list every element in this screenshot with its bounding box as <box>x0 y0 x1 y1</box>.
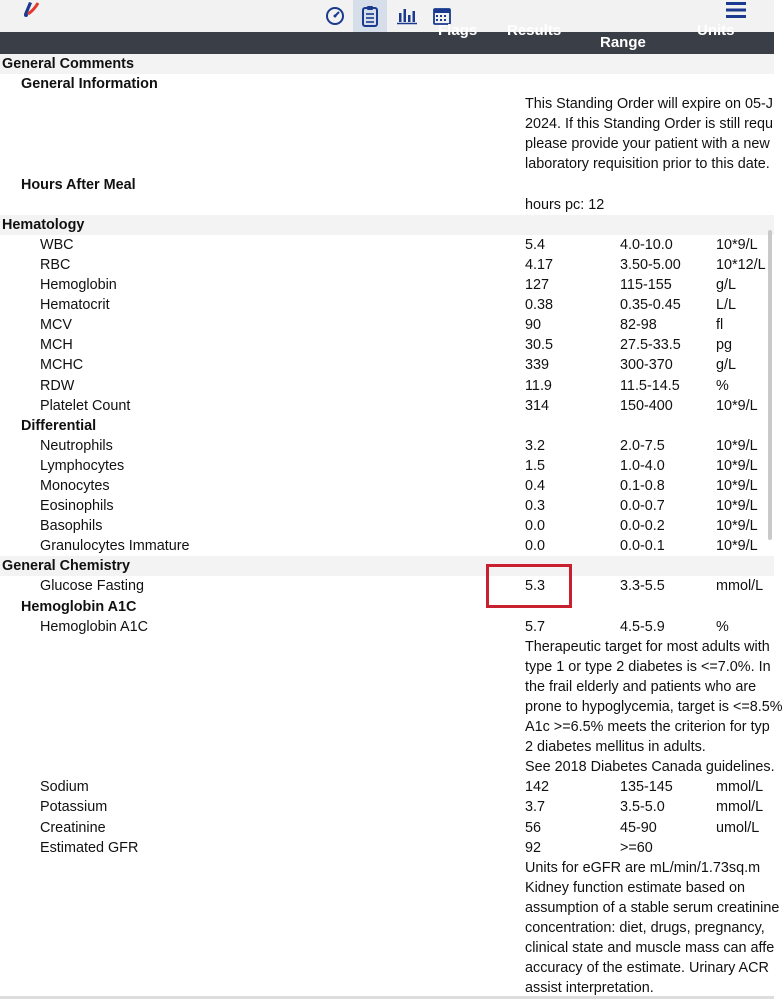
test-name: Hemoglobin A1C <box>40 618 148 635</box>
result-note: type 1 or type 2 diabetes is <=7.0%. In <box>525 658 771 675</box>
test-name: Neutrophils <box>40 437 113 454</box>
table-row <box>0 436 774 456</box>
result-value: 127 <box>525 277 550 294</box>
result-value: 11.9 <box>525 377 552 394</box>
table-row <box>0 496 774 516</box>
result-note: 2 diabetes mellitus in adults. <box>525 739 706 756</box>
bottom-divider <box>0 996 774 999</box>
result-units: mmol/L <box>716 779 764 796</box>
result-note: This Standing Order will expire on 05-J <box>525 96 773 113</box>
result-value: 339 <box>525 357 550 374</box>
note-row <box>0 114 774 134</box>
reference-range: 0.0-0.7 <box>620 498 665 515</box>
table-row <box>0 295 774 315</box>
test-name: Hours After Meal <box>21 176 136 193</box>
result-value: 0.0 <box>525 538 546 555</box>
table-row <box>0 255 774 275</box>
header-flags: Flags <box>438 22 478 39</box>
result-note: assumption of a stable serum creatinine <box>525 899 780 916</box>
result-value: 90 <box>525 317 542 334</box>
subsection-row <box>0 74 774 94</box>
reference-range: 0.0-0.1 <box>620 538 665 555</box>
result-units: pg <box>716 337 733 354</box>
result-value: 142 <box>525 779 550 796</box>
reference-range: >=60 <box>620 839 653 856</box>
result-value: 1.5 <box>525 457 546 474</box>
test-name: Platelet Count <box>40 397 131 414</box>
result-note: Kidney function estimate based on <box>525 879 745 896</box>
result-value: 4.17 <box>525 256 554 273</box>
reference-range: 3.3-5.5 <box>620 578 665 595</box>
result-note: assist interpretation. <box>525 980 654 997</box>
section-row <box>0 54 774 74</box>
note-row <box>0 717 774 737</box>
table-row <box>0 355 774 375</box>
result-value: 5.3 <box>525 578 546 595</box>
test-name: Estimated GFR <box>40 839 139 856</box>
test-name: Hematology <box>2 216 85 233</box>
test-name: Sodium <box>40 779 89 796</box>
table-row <box>0 396 774 416</box>
result-units: 10*12/L <box>716 256 766 273</box>
section-row <box>0 215 774 235</box>
result-units: 10*9/L <box>716 397 758 414</box>
result-units: mmol/L <box>716 799 764 816</box>
result-units: 10*9/L <box>716 236 758 253</box>
note-row <box>0 878 774 898</box>
note-row <box>0 757 774 777</box>
table-row <box>0 617 774 637</box>
table-row <box>0 838 774 858</box>
test-name: WBC <box>40 236 74 253</box>
note-row <box>0 677 774 697</box>
note-row <box>0 134 774 154</box>
scrollbar[interactable] <box>768 230 772 540</box>
result-value: 3.2 <box>525 437 546 454</box>
table-row <box>0 376 774 396</box>
test-name: General Chemistry <box>2 558 130 575</box>
result-value: 56 <box>525 819 542 836</box>
result-units: umol/L <box>716 819 760 836</box>
test-name: Glucose Fasting <box>40 578 144 595</box>
results-table-header <box>0 22 774 54</box>
note-row <box>0 154 774 174</box>
test-name: RBC <box>40 256 71 273</box>
bar-chart-icon[interactable] <box>392 0 422 32</box>
result-units: % <box>716 618 729 635</box>
result-note: please provide your patient with a new <box>525 136 770 153</box>
reference-range: 4.5-5.9 <box>620 618 665 635</box>
result-units: % <box>716 377 729 394</box>
test-name: General Comments <box>2 56 134 72</box>
result-note: See 2018 Diabetes Canada guidelines. <box>525 759 775 776</box>
result-units: 10*9/L <box>716 457 758 474</box>
table-row <box>0 476 774 496</box>
result-note: laboratory requisition prior to this date. <box>525 156 770 173</box>
result-note: A1c >=6.5% meets the criterion for typ <box>525 719 770 736</box>
reference-range: 300-370 <box>620 357 673 374</box>
reference-range: 0.1-0.8 <box>620 477 665 494</box>
reference-range: 3.5-5.0 <box>620 799 665 816</box>
table-row <box>0 576 774 596</box>
result-value: 0.38 <box>525 297 554 314</box>
hamburger-menu-icon[interactable] <box>724 0 752 22</box>
test-name: MCH <box>40 337 73 354</box>
reference-range: 45-90 <box>620 819 657 836</box>
result-note: the frail elderly and patients who are <box>525 678 757 695</box>
result-note: prone to hypoglycemia, target is <=8.5% <box>525 699 783 715</box>
reference-range: 3.50-5.00 <box>620 256 681 273</box>
section-row <box>0 556 774 576</box>
result-note: Units for eGFR are mL/min/1.73sq.m <box>525 859 761 876</box>
result-value: 5.4 <box>525 236 546 253</box>
result-note: accuracy of the estimate. Urinary ACR <box>525 960 769 977</box>
test-name: Granulocytes Immature <box>40 538 190 555</box>
note-row <box>0 637 774 657</box>
reference-range: 135-145 <box>620 779 673 796</box>
note-row <box>0 958 774 978</box>
reference-range: 2.0-7.5 <box>620 437 665 454</box>
subsection-row <box>0 175 774 195</box>
result-value: 0.4 <box>525 477 546 494</box>
result-units: 10*9/L <box>716 477 758 494</box>
note-row <box>0 737 774 757</box>
test-name: General Information <box>21 76 158 93</box>
table-row <box>0 777 774 797</box>
result-note: hours pc: 12 <box>525 196 605 213</box>
clipboard-icon[interactable] <box>353 0 387 32</box>
table-row <box>0 275 774 295</box>
header-range: Range <box>600 34 646 51</box>
test-name: Eosinophils <box>40 498 114 515</box>
result-value: 314 <box>525 397 550 414</box>
result-units: 10*9/L <box>716 437 758 454</box>
reference-range: 11.5-14.5 <box>620 377 680 394</box>
result-value: 0.3 <box>525 498 546 515</box>
test-name: RDW <box>40 377 75 394</box>
results-table-body <box>0 54 783 998</box>
subsection-row <box>0 597 774 617</box>
test-name: MCV <box>40 317 72 334</box>
result-units: 10*9/L <box>716 518 758 535</box>
result-units: 10*9/L <box>716 538 758 555</box>
test-name: Hemoglobin A1C <box>21 598 137 615</box>
note-row <box>0 898 780 918</box>
test-name: Hemoglobin <box>40 277 117 294</box>
table-row <box>0 335 774 355</box>
reference-range: 4.0-10.0 <box>620 236 673 253</box>
test-name: Monocytes <box>40 477 110 494</box>
reference-range: 0.35-0.45 <box>620 297 681 314</box>
result-value: 30.5 <box>525 337 554 354</box>
result-note: concentration: diet, drugs, pregnancy, <box>525 920 765 937</box>
header-units: Units <box>697 22 735 39</box>
result-units: fl <box>716 317 724 334</box>
test-name: Potassium <box>40 799 108 816</box>
table-row <box>0 536 774 556</box>
reference-range: 115-155 <box>620 277 672 294</box>
note-row <box>0 94 774 114</box>
result-note: Therapeutic target for most adults with <box>525 638 770 655</box>
test-name: Creatinine <box>40 819 106 836</box>
dashboard-icon[interactable] <box>320 0 350 32</box>
reference-range: 27.5-33.5 <box>620 337 681 354</box>
result-value: 92 <box>525 839 542 856</box>
note-row <box>0 918 774 938</box>
note-row <box>0 938 774 958</box>
result-units: mmol/L <box>716 578 764 595</box>
table-row <box>0 315 774 335</box>
result-value: 0.0 <box>525 518 546 535</box>
result-value: 5.7 <box>525 618 546 635</box>
result-value: 3.7 <box>525 799 546 816</box>
result-units: g/L <box>716 277 737 294</box>
result-units: L/L <box>716 297 737 314</box>
reference-range: 1.0-4.0 <box>620 457 665 474</box>
table-row <box>0 456 774 476</box>
highlight-box <box>486 564 572 608</box>
note-row <box>0 697 783 717</box>
table-row <box>0 235 774 255</box>
note-row <box>0 195 774 215</box>
result-note: 2024. If this Standing Order is still requ <box>525 116 773 133</box>
result-units: 10*9/L <box>716 498 758 515</box>
test-name: Basophils <box>40 518 103 535</box>
reference-range: 0.0-0.2 <box>620 518 665 535</box>
reference-range: 150-400 <box>620 397 673 414</box>
note-row <box>0 858 774 878</box>
note-row <box>0 657 774 677</box>
table-row <box>0 516 774 536</box>
logo-icon[interactable] <box>18 0 42 18</box>
test-name: Differential <box>21 417 97 434</box>
subsection-row <box>0 416 774 436</box>
result-units: g/L <box>716 357 737 374</box>
top-toolbar <box>0 0 774 32</box>
test-name: Hematocrit <box>40 297 110 314</box>
table-row <box>0 818 774 838</box>
reference-range: 82-98 <box>620 317 657 334</box>
header-results: Results <box>507 22 562 39</box>
table-row <box>0 797 774 817</box>
test-name: Lymphocytes <box>40 457 125 474</box>
test-name: MCHC <box>40 357 84 374</box>
result-note: clinical state and muscle mass can affe <box>525 940 775 957</box>
